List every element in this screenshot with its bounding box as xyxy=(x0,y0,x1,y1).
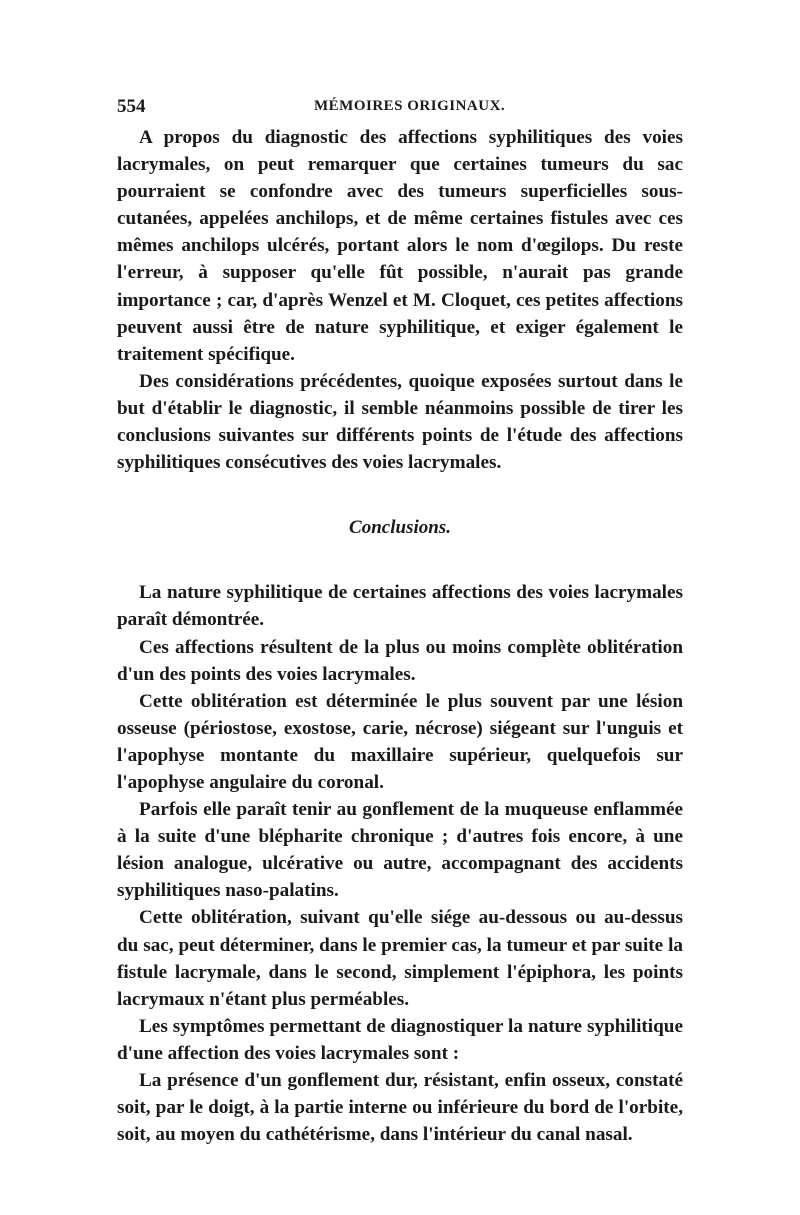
section-heading: Conclusions. xyxy=(349,517,451,539)
body-text xyxy=(117,124,683,1148)
paragraph: Cette oblitération, suivant qu'elle siége au-dessous ou au-dessus du sac, peut déterminer, dans le premier cas, la tumeur et par suite la fistule lacrymale, dans le second, simplement l'épiphora, les points lacrymaux n'étant plus perméables. xyxy=(117,907,683,1010)
paragraph: Des considérations précédentes, quoique exposées surtout dans le but d'établir le diagnostic, il semble néanmoins possible de tirer les conclusions suivantes sur différents points de l'étude des affections syphilitiques consécutives des voies lacrymales. xyxy=(117,370,683,474)
page-number: 554 xyxy=(117,96,146,117)
paragraph: Parfois elle paraît tenir au gonflement de la muqueuse enflammée à la suite d'une blépharite chronique ; d'autres fois encore, à une lésion analogue, ulcérative ou autre, accompagnant des accidents syphilitiques naso-palatins. xyxy=(117,799,683,902)
running-title: MÉMOIRES ORIGINAUX. xyxy=(314,98,506,114)
paragraph: A propos du diagnostic des affections syphilitiques des voies lacrymales, on peut remarquer que certaines tumeurs du sac pourraient se confondre avec des tumeurs superficielles sous-cutanées, appelées anchilops, et de même certaines fistules avec ces mêmes anchilops ulcérés, portant alors le nom d'œgilops. Du reste l'erreur, à supposer qu'elle fût possible, n'aurait pas grande importance ; car, d'après Wenzel et M. Cloquet, ces petites affections peuvent aussi être de nature syphilitique, et exiger également le traitement spécifique. xyxy=(117,127,683,365)
paragraph: La présence d'un gonflement dur, résistant, enfin osseux, constaté soit, par le doigt, à la partie interne ou inférieure du bord de l'orbite, soit, au moyen du cathétérisme, dans l'intérieur du canal nasal. xyxy=(117,1070,683,1146)
paragraph: Ces affections résultent de la plus ou moins complète oblitération d'un des points des voies lacrymales. xyxy=(117,636,683,685)
paragraph: Cette oblitération est déterminée le plus souvent par une lésion osseuse (périostose, exostose, carie, nécrose) siégeant sur l'unguis et l'apophyse montante du maxillaire supérieur, quelquefois sur l'apophyse angulaire du coronal. xyxy=(117,690,683,793)
page-header xyxy=(117,96,683,124)
paragraph: La nature syphilitique de certaines affections des voies lacrymales paraît démontrée. xyxy=(117,582,683,631)
paragraph: Les symptômes permettant de diagnostiquer la nature syphilitique d'une affection des voies lacrymales sont : xyxy=(117,1015,683,1064)
